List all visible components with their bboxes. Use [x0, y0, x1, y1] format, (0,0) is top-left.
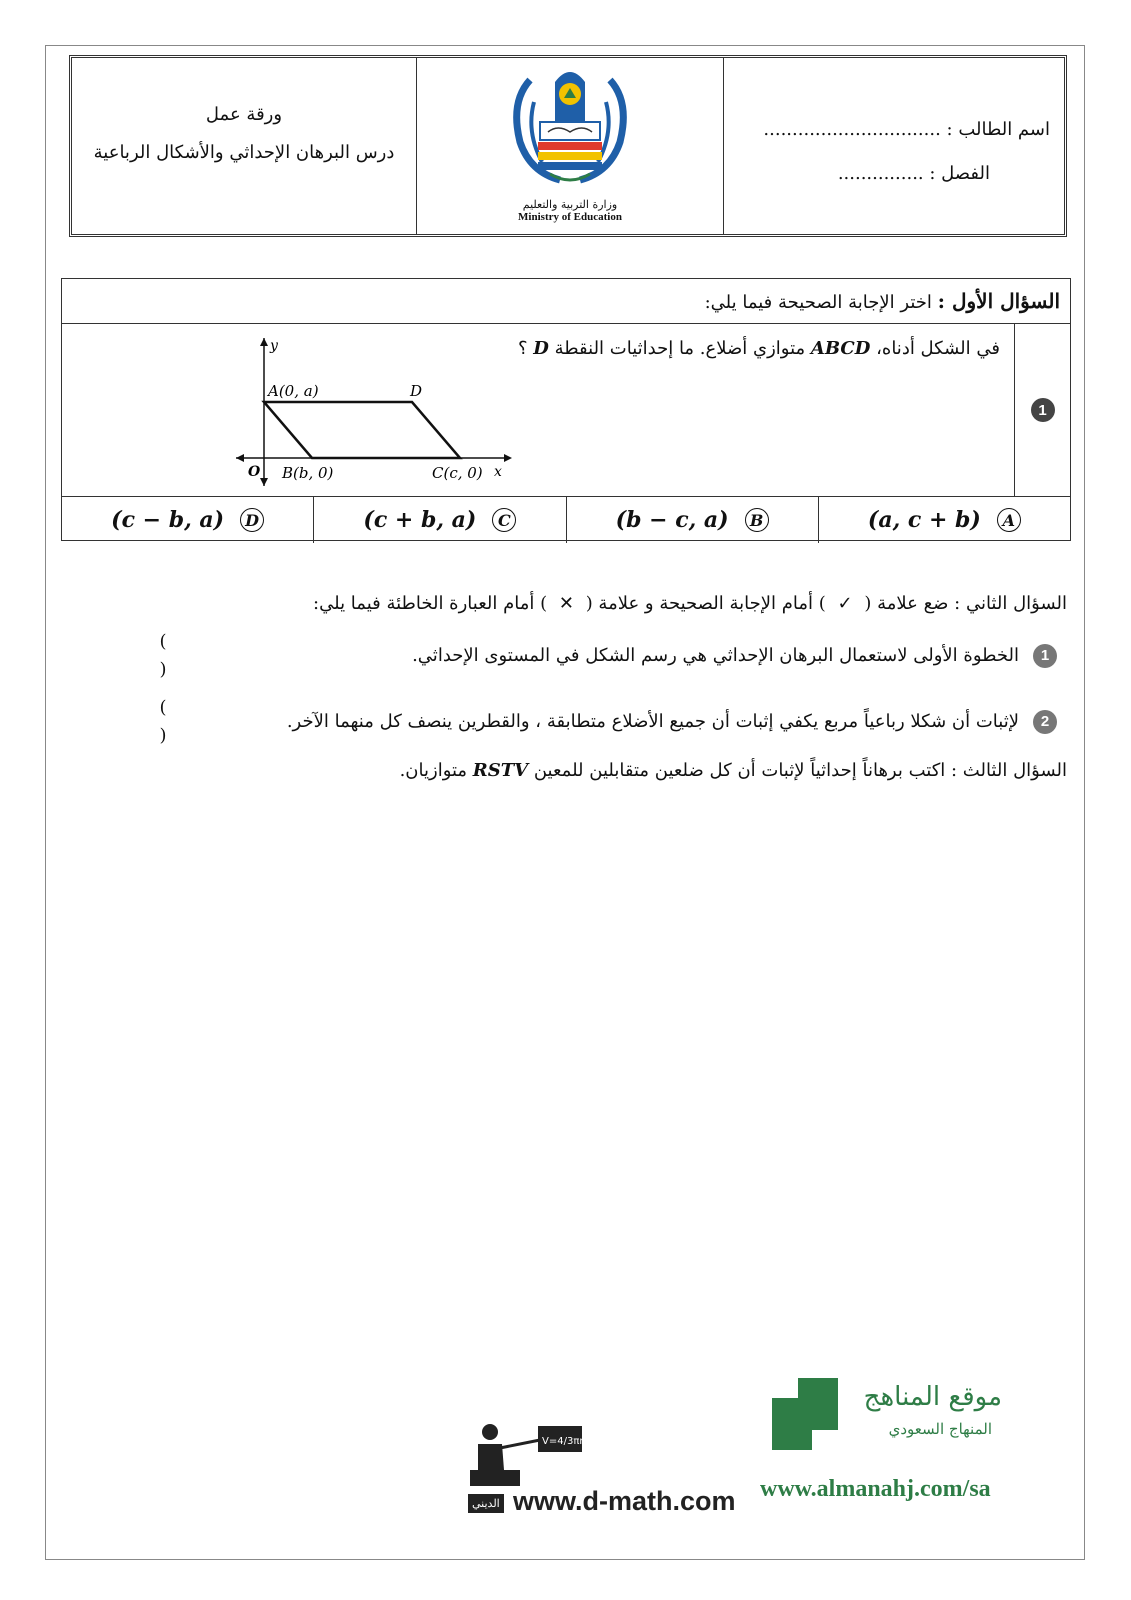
class-line: [724, 152, 1050, 196]
choice-b-expr: (b − c, a): [615, 507, 729, 533]
header-logo-cell: [417, 58, 724, 234]
almanahj-name: موقع المناهج: [863, 1382, 1002, 1412]
almanahj-url[interactable]: www.almanahj.com/sa: [760, 1476, 991, 1502]
ministry-name-en: Ministry of Education: [518, 211, 622, 223]
q3-text-part-2: متوازيان.: [399, 760, 468, 781]
page-frame: [45, 45, 1085, 1560]
statement-1: [130, 628, 1067, 684]
label-point-d: D: [410, 382, 423, 400]
cross-mark-icon: ✕: [558, 593, 574, 614]
question-1-body: [62, 324, 1070, 497]
statement-2-number: 2: [1033, 710, 1057, 734]
choice-c-expr: (c + b, a): [363, 507, 477, 533]
label-point-a: A(0, a): [268, 382, 319, 400]
choice-a-expr: (a, c + b): [867, 507, 981, 533]
question-1-title: [62, 279, 1070, 324]
ministry-logo-icon: [500, 62, 640, 196]
stem-text-3: ؟: [517, 338, 528, 359]
dmath-url[interactable]: www.d-math.com: [513, 1486, 736, 1516]
statement-1-number: 1: [1033, 644, 1057, 668]
stem-text-1: في الشكل أدناه،: [876, 338, 1000, 359]
choice-d-letter: D: [240, 508, 264, 532]
stem-text-2: متوازي أضلاع. ما إحداثيات النقطة: [554, 338, 806, 359]
class-label: الفصل :: [929, 163, 990, 184]
choice-a[interactable]: [818, 497, 1070, 543]
question-1-choices: [62, 497, 1070, 543]
question-2: [130, 590, 1067, 750]
x-axis-arrow-left: [236, 454, 244, 462]
parallelogram-graph: [232, 330, 522, 490]
question-3: [130, 760, 1067, 781]
label-origin: O: [248, 464, 261, 480]
q3-text-part-1: السؤال الثالث : اكتب برهاناً إحداثياً لإثبات أن كل ضلعين متقابلين للمعين: [533, 760, 1067, 781]
question-1-number: 1: [1031, 398, 1055, 422]
header-title-cell: [72, 58, 417, 234]
choice-c-letter: C: [492, 508, 516, 532]
teacher-board-icon: [468, 1418, 588, 1488]
student-name-label: اسم الطالب :: [946, 119, 1050, 140]
choice-d-expr: (c − b, a): [111, 507, 225, 533]
q3-shape-name: RSTV: [472, 760, 529, 781]
almanahj-logo-block-2: [798, 1378, 838, 1430]
label-y: y: [270, 338, 278, 354]
statement-1-text: الخطوة الأولى لاستعمال البرهان الإحداثي هي رسم الشكل في المستوى الإحداثي.: [412, 645, 1019, 666]
question-1-label: السؤال الأول :: [937, 289, 1060, 313]
statement-2-text: لإثبات أن شكلا رباعياً مربع يكفي إثبات أن جميع الأضلاع متطابقة ، والقطرين ينصف كل منهما الآخر.: [286, 711, 1019, 732]
statement-1-answer-blank[interactable]: ( ): [159, 631, 211, 680]
header-table: [69, 55, 1067, 237]
student-name-field[interactable]: ...............................: [763, 119, 941, 140]
q2-title-part-3: ) أمام العبارة الخاطئة فيما يلي:: [313, 593, 548, 614]
question-1-stem: [440, 338, 1000, 359]
svg-text:V=4/3πr³: V=4/3πr³: [542, 1436, 588, 1447]
label-point-b: B(b, 0): [282, 464, 334, 482]
parallelogram-abcd: [264, 402, 460, 458]
stem-shape-name: ABCD: [810, 338, 871, 359]
sheet-title: ورقة عمل: [205, 104, 283, 125]
choice-c[interactable]: [313, 497, 565, 543]
dmath-tag: الديني: [468, 1494, 504, 1513]
almanahj-logo: [772, 1378, 1032, 1458]
header-student-cell: [724, 58, 1064, 234]
question-1: [61, 278, 1071, 541]
class-field[interactable]: ...............: [837, 163, 924, 184]
student-name-line: [724, 108, 1050, 152]
label-point-c: C(c, 0): [432, 464, 483, 482]
dmath-logo: [468, 1418, 768, 1524]
question-1-instruction: اختر الإجابة الصحيحة فيما يلي:: [704, 292, 932, 313]
question-2-title: [130, 590, 1067, 618]
choice-b[interactable]: [566, 497, 818, 543]
check-mark-icon: ✓: [837, 593, 853, 614]
choice-a-letter: A: [997, 508, 1021, 532]
choice-d[interactable]: [62, 497, 313, 543]
y-axis-arrow-down: [260, 478, 268, 486]
q2-title-part-1: السؤال الثاني : ضع علامة (: [864, 593, 1067, 614]
question-1-number-cell: [1014, 324, 1070, 496]
label-x: x: [494, 464, 502, 480]
q2-title-part-2: ) أمام الإجابة الصحيحة و علامة (: [585, 593, 826, 614]
x-axis-arrow-right: [504, 454, 512, 462]
almanahj-subtitle: المنهاج السعودي: [888, 1420, 992, 1438]
statement-2-answer-blank[interactable]: ( ): [159, 697, 211, 746]
stem-point-name: D: [533, 338, 549, 359]
ministry-name-ar: وزارة التربية والتعليم: [522, 198, 618, 211]
statement-2: [130, 694, 1067, 750]
y-axis-arrow-up: [260, 338, 268, 346]
choice-b-letter: B: [745, 508, 769, 532]
lesson-title: درس البرهان الإحداثي والأشكال الرباعية: [93, 142, 395, 163]
